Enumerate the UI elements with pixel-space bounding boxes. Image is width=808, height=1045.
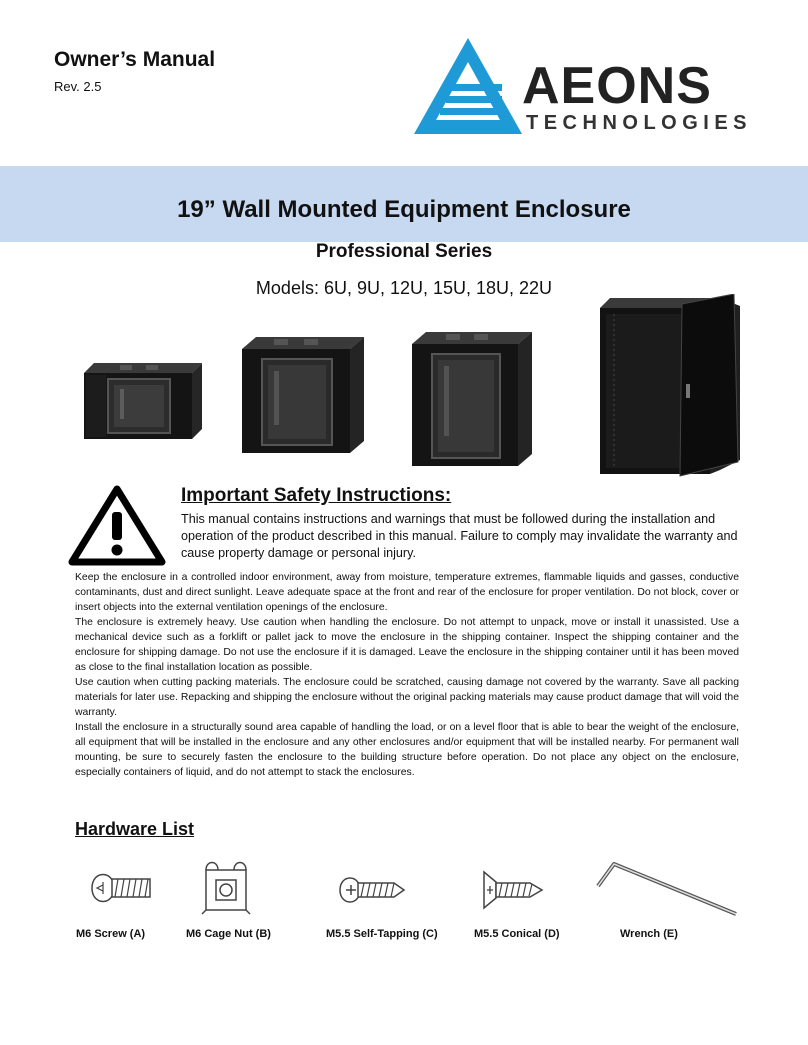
manual-label: Owner’s Manual xyxy=(54,48,216,71)
enclosure-22u-image xyxy=(594,294,742,478)
safety-paragraph: Use caution when cutting packing materials. The enclosure could be scratched, causing damage not covered by the warranty. Save all packing materials for later use. Repacking and shipping the enclosure without the original packing materials may cause product damage that will void the warranty. xyxy=(75,677,739,718)
document-title: 19” Wall Mounted Equipment Enclosure xyxy=(177,196,631,223)
warning-triangle-icon xyxy=(68,484,166,566)
enclosure-12u-image xyxy=(408,326,536,468)
hardware-label-e: Wrench (E) xyxy=(620,928,678,940)
safety-body xyxy=(75,570,739,780)
self-tapping-screw-icon xyxy=(336,868,408,912)
revision-label: Rev. 2.5 xyxy=(54,79,102,94)
enclosure-9u-image xyxy=(238,333,368,455)
enclosure-6u-image xyxy=(80,345,206,441)
m6-screw-icon xyxy=(88,864,154,912)
models-line: Models: 6U, 9U, 12U, 15U, 18U, 22U xyxy=(255,278,553,298)
conical-screw-icon xyxy=(478,868,546,912)
logo-wordmark: AEONS xyxy=(522,57,712,115)
hardware-heading: Hardware List xyxy=(75,819,195,839)
series-subtitle: Professional Series xyxy=(315,241,493,262)
safety-heading: Important Safety Instructions: xyxy=(181,485,452,506)
safety-paragraph: The enclosure is extremely heavy. Use caution when handling the enclosure. Do not attempt to unpack, move or install it unassisted. Use a mechanical device such as a forklift or pallet jack to move the enclosure in the shipping container. Inspect the shipping container and the enclosure for shipping damage. Do not use the enclosure if it is damaged. Leave the enclosure in the shipping container until it has been moved as close to the final installation location as possible. xyxy=(75,617,739,673)
aeons-logo-mark-icon xyxy=(412,36,524,136)
hardware-label-a: M6 Screw (A) xyxy=(76,928,146,940)
hex-wrench-icon xyxy=(594,860,744,920)
hardware-label-d: M5.5 Conical (D) xyxy=(474,928,560,940)
safety-intro: This manual contains instructions and warnings that must be followed during the installation and operation of the product described in this manual. Failure to comply may invalidate the warranty and cause property damage or personal injury. xyxy=(181,512,738,560)
hardware-label-b: M6 Cage Nut (B) xyxy=(186,928,271,940)
logo-tagline: TECHNOLOGIES xyxy=(526,112,753,134)
safety-paragraph: Install the enclosure in a structurally sound area capable of handling the load, or on a level floor that is able to bear the weight of the enclosure, all equipment that will be installed in the enclosure and any other enclosures and/or equipment that will be installed nearby. For permanent wall mounting, be sure to securely fasten the enclosure to the building structure before operation. Do not place any object on the enclosure, especially containers of liquid, and do not attempt to stack the enclosures. xyxy=(75,722,739,778)
cage-nut-icon xyxy=(196,858,256,916)
safety-paragraph: Keep the enclosure in a controlled indoor environment, away from moisture, temperature extremes, flammable liquids and gasses, conductive contaminants, dust and direct sunlight. Leave adequate space at the front and rear of the enclosure for proper ventilation. Do not block, cover or insert objects into the external ventilation openings of the enclosure. xyxy=(75,572,739,613)
hardware-label-c: M5.5 Self-Tapping (C) xyxy=(326,928,438,940)
